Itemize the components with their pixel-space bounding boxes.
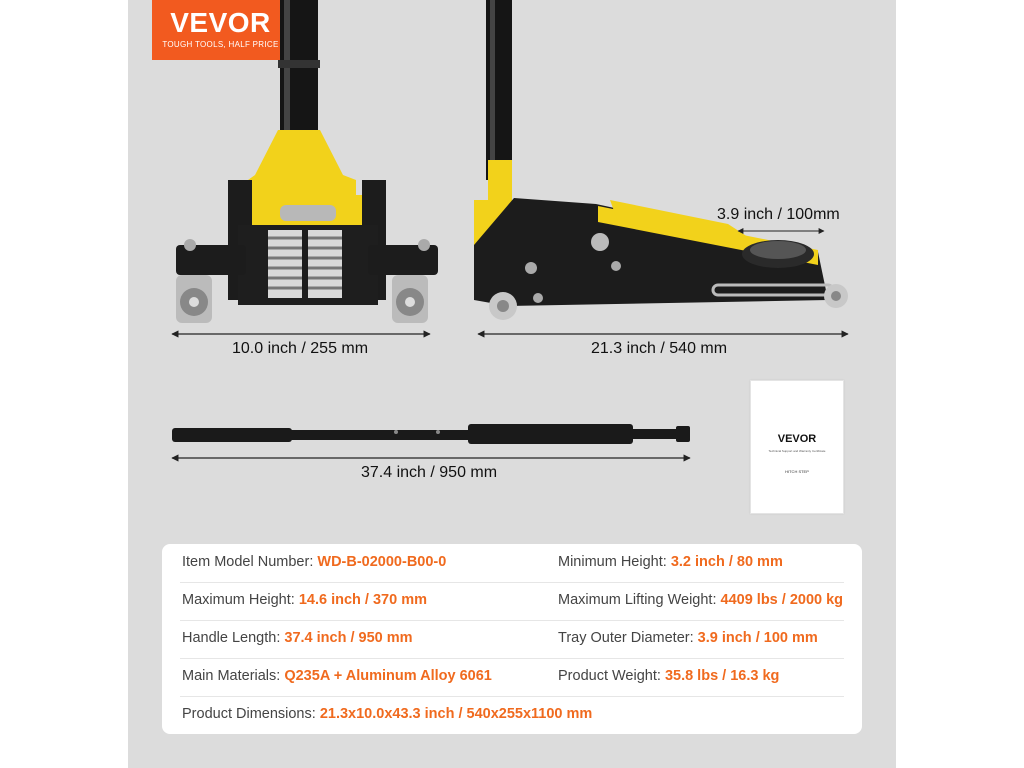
spec-row — [180, 544, 844, 583]
spec-label: Main Materials: — [182, 668, 285, 684]
spec-value: Q235A + Aluminum Alloy 6061 — [284, 668, 492, 684]
spec-maximum-height — [182, 592, 427, 608]
front-wheel-left-icon — [176, 275, 212, 323]
spec-value: 21.3x10.0x43.3 inch / 540x255x1100 mm — [319, 706, 593, 722]
product-canvas — [128, 0, 896, 768]
spec-label: Handle Length: — [182, 630, 285, 646]
side-front-wheel-icon — [824, 284, 848, 308]
spec-value: 3.2 inch / 80 mm — [670, 554, 783, 570]
spec-row — [180, 658, 844, 697]
spring-left-icon — [268, 230, 302, 298]
spec-label: Tray Outer Diameter: — [558, 630, 698, 646]
spec-tray-diameter — [558, 630, 818, 646]
spec-value: 14.6 inch / 370 mm — [298, 592, 427, 608]
handle-dimension-label: 37.4 inch / 950 mm — [361, 464, 498, 481]
width-dimension-label: 10.0 inch / 255 mm — [232, 340, 369, 357]
spec-label: Minimum Height: — [558, 554, 671, 570]
spec-item-model — [182, 554, 446, 570]
spec-table — [162, 544, 862, 734]
manual-section: HITCH STEP — [785, 469, 809, 474]
logo-tagline: TOUGH TOOLS, HALF PRICE — [162, 40, 279, 49]
lift-saddle-icon — [742, 240, 814, 268]
jack-front-view — [176, 0, 438, 323]
spec-product-dimensions — [182, 706, 592, 722]
spec-value: 37.4 inch / 950 mm — [284, 630, 413, 646]
spec-label: Item Model Number: — [182, 554, 318, 570]
front-wheel-right-icon — [392, 275, 428, 323]
manual-brand: VEVOR — [777, 433, 817, 445]
spec-row — [180, 620, 844, 659]
spec-handle-length — [182, 630, 413, 646]
spec-label: Maximum Lifting Weight: — [558, 592, 721, 608]
manual-subtitle: Technical Support and Warranty Certificate — [768, 449, 826, 453]
spec-label: Maximum Height: — [182, 592, 299, 608]
side-rear-wheel-icon — [489, 292, 517, 320]
spring-right-icon — [308, 230, 342, 298]
spec-value: 35.8 lbs / 16.3 kg — [664, 668, 780, 684]
tray-dimension-label: 3.9 inch / 100mm — [717, 206, 840, 223]
spec-max-lifting-weight — [558, 592, 843, 608]
jack-handle — [172, 424, 690, 444]
spec-main-materials — [182, 668, 492, 684]
jack-side-view — [474, 0, 848, 320]
spec-minimum-height — [558, 554, 783, 570]
spec-value: 3.9 inch / 100 mm — [697, 630, 818, 646]
spec-value: 4409 lbs / 2000 kg — [720, 592, 844, 608]
length-dimension-label: 21.3 inch / 540 mm — [591, 340, 728, 357]
spec-label: Product Weight: — [558, 668, 665, 684]
spec-value: WD-B-02000-B00-0 — [317, 554, 447, 570]
spec-row — [180, 582, 844, 621]
spec-row — [180, 696, 844, 734]
user-manual — [750, 380, 844, 514]
logo-brand: VEVOR — [170, 7, 271, 38]
spec-label: Product Dimensions: — [182, 706, 320, 722]
spec-product-weight — [558, 668, 779, 684]
